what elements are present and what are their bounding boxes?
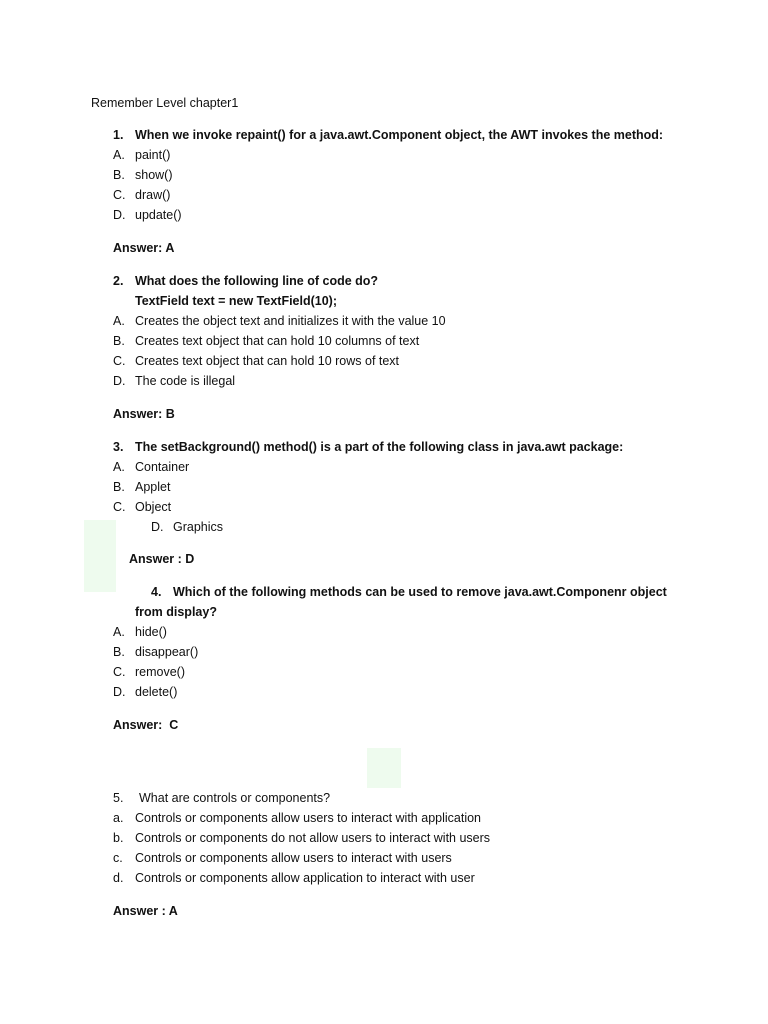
question-4-continued: from display? <box>135 605 217 619</box>
option-row <box>113 830 490 846</box>
option-row <box>113 187 170 203</box>
option-text: remove() <box>135 665 186 679</box>
option-row <box>113 499 171 515</box>
answer-1: Answer: A <box>113 241 175 255</box>
option-text: Creates text object that can hold 10 rows of text <box>135 354 400 368</box>
option-letter: D. <box>113 685 126 699</box>
option-letter: d. <box>113 871 124 885</box>
question-3 <box>113 439 623 455</box>
document-heading: Remember Level chapter1 <box>91 96 239 110</box>
question-number: 2. <box>113 274 124 288</box>
option-letter: C. <box>113 354 126 368</box>
option-letter: C. <box>113 188 126 202</box>
question-2-code: TextField text = new TextField(10); <box>135 294 338 308</box>
option-text: show() <box>135 168 173 182</box>
question-number: 4. <box>151 585 162 599</box>
option-letter: B. <box>113 334 125 348</box>
option-text: Object <box>135 500 172 514</box>
option-text: Graphics <box>173 520 224 534</box>
option-letter: A. <box>113 148 125 162</box>
question-number: 1. <box>113 128 124 142</box>
option-text: disappear() <box>135 645 199 659</box>
option-row <box>113 810 481 826</box>
option-row <box>113 373 235 389</box>
option-letter: A. <box>113 314 125 328</box>
option-letter: B. <box>113 168 125 182</box>
option-text: hide() <box>135 625 167 639</box>
option-text: Creates the object text and initializes it with the value 10 <box>135 314 446 328</box>
answer-5: Answer : A <box>113 904 178 918</box>
option-letter: D. <box>113 374 126 388</box>
option-row <box>113 850 452 866</box>
question-text: What are controls or components? <box>139 791 331 805</box>
answer-4: Answer: C <box>113 718 179 732</box>
question-1 <box>113 127 663 143</box>
option-letter: c. <box>113 851 123 865</box>
option-row <box>113 147 170 163</box>
option-letter: b. <box>113 831 124 845</box>
option-text: Container <box>135 460 190 474</box>
highlight-mark-left <box>84 520 116 592</box>
option-text: Controls or components do not allow users to interact with users <box>135 831 491 845</box>
option-row <box>113 644 198 660</box>
option-row <box>113 870 475 886</box>
option-text: Controls or components allow users to interact with application <box>135 811 482 825</box>
option-text: update() <box>135 208 182 222</box>
option-letter: B. <box>113 480 125 494</box>
option-text: Controls or components allow application to interact with user <box>135 871 475 885</box>
question-number: 5. <box>113 791 124 805</box>
question-text: When we invoke repaint() for a java.awt.Component object, the AWT invokes the method: <box>135 128 664 142</box>
option-row <box>113 684 177 700</box>
highlight-mark-center <box>367 748 401 788</box>
option-row <box>113 207 182 223</box>
question-text: The setBackground() method() is a part of the following class in java.awt package: <box>135 440 624 454</box>
question-4 <box>151 584 667 600</box>
option-letter: B. <box>113 645 125 659</box>
option-letter: D. <box>151 520 164 534</box>
question-text: Which of the following methods can be used to remove java.awt.Componenr object <box>173 585 667 599</box>
answer-2: Answer: B <box>113 407 175 421</box>
option-row <box>113 459 189 475</box>
option-row <box>113 167 173 183</box>
option-row <box>113 664 185 680</box>
answer-3: Answer : D <box>129 552 195 566</box>
option-row <box>113 313 446 329</box>
option-letter: D. <box>113 208 126 222</box>
option-row <box>151 519 223 535</box>
option-text: draw() <box>135 188 171 202</box>
question-text: What does the following line of code do? <box>135 274 379 288</box>
question-5 <box>113 790 330 806</box>
option-letter: A. <box>113 460 125 474</box>
option-row <box>113 353 399 369</box>
option-row <box>113 624 167 640</box>
option-row <box>113 333 419 349</box>
option-letter: C. <box>113 500 126 514</box>
option-letter: A. <box>113 625 125 639</box>
option-text: The code is illegal <box>135 374 236 388</box>
question-2 <box>113 273 378 289</box>
option-letter: a. <box>113 811 124 825</box>
option-text: paint() <box>135 148 171 162</box>
option-text: delete() <box>135 685 178 699</box>
option-letter: C. <box>113 665 126 679</box>
option-text: Creates text object that can hold 10 columns of text <box>135 334 420 348</box>
question-number: 3. <box>113 440 124 454</box>
option-text: Applet <box>135 480 171 494</box>
option-row <box>113 479 170 495</box>
option-text: Controls or components allow users to interact with users <box>135 851 452 865</box>
